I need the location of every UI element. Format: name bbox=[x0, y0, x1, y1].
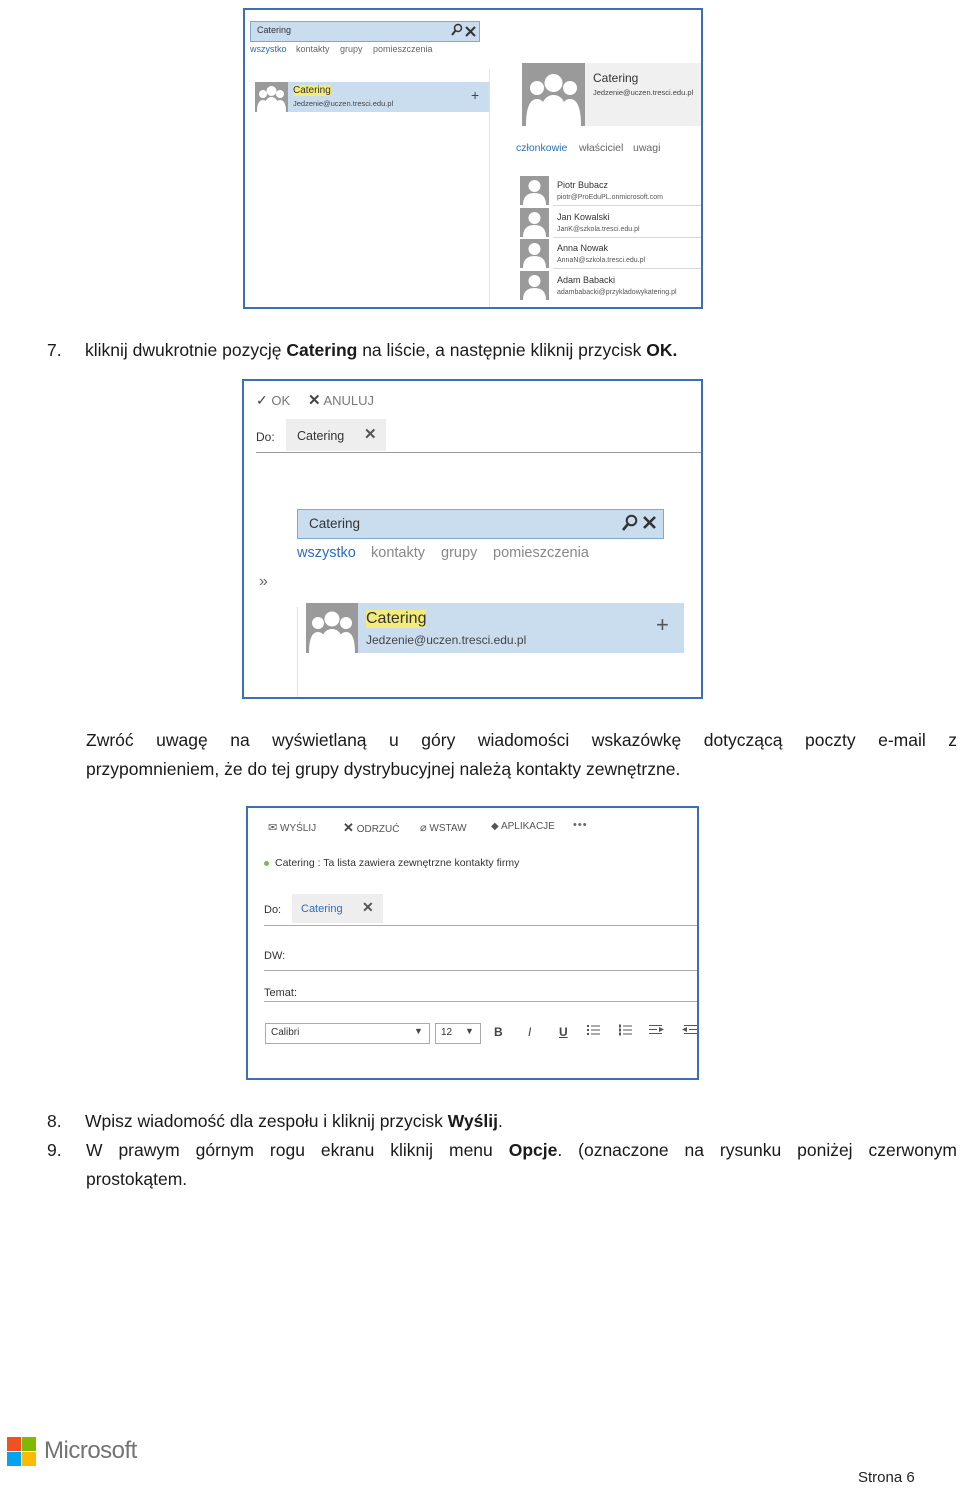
screenshot-new-message bbox=[246, 806, 699, 1080]
discard-button[interactable] bbox=[343, 820, 399, 836]
filter-all[interactable]: wszystko bbox=[250, 44, 287, 54]
member-row[interactable] bbox=[520, 238, 703, 269]
step-text: W prawym górnym rogu ekranu kliknij menu bbox=[86, 1140, 509, 1160]
font-size-value: 12 bbox=[441, 1027, 453, 1038]
cc-label[interactable]: DW: bbox=[264, 950, 286, 962]
screenshot-address-picker bbox=[242, 379, 703, 699]
step-9-line-1 bbox=[86, 1136, 957, 1165]
add-icon[interactable]: + bbox=[656, 612, 669, 637]
detail-header bbox=[522, 63, 703, 126]
member-list bbox=[520, 175, 703, 303]
apps-icon: ◆ bbox=[491, 821, 499, 832]
logo-square-red bbox=[7, 1437, 21, 1451]
apps-label: APLIKACJE bbox=[500, 821, 555, 832]
filter-rooms[interactable]: pomieszczenia bbox=[493, 545, 589, 561]
recipient-chip[interactable] bbox=[292, 894, 383, 923]
to-field-underline bbox=[256, 452, 703, 453]
remove-recipient-icon[interactable]: ✕ bbox=[362, 899, 374, 915]
member-row[interactable] bbox=[520, 207, 703, 238]
step-text: . bbox=[498, 1111, 503, 1131]
result-divider bbox=[297, 607, 298, 699]
recipient-chip[interactable] bbox=[286, 419, 386, 451]
step-7 bbox=[47, 336, 907, 365]
tab-members[interactable]: członkowie bbox=[516, 142, 568, 154]
send-label: WYŚLIJ bbox=[280, 823, 317, 834]
note-line-2: przypomnieniem, że do tej grupy dystrybucyjnej należą kontakty zewnętrzne. bbox=[86, 759, 681, 779]
close-icon: ✕ bbox=[343, 820, 354, 835]
to-label: Do: bbox=[256, 430, 275, 444]
close-icon[interactable] bbox=[642, 515, 657, 535]
close-icon: ✕ bbox=[308, 392, 321, 409]
note-line-1: Zwróć uwagę na wyświetlaną u góry wiadomości wskazówkę dotyczącą poczty e-mail z bbox=[86, 730, 957, 750]
member-email: AnnaN@szkola.tresci.edu.pl bbox=[557, 257, 646, 264]
bullet-list-icon[interactable] bbox=[587, 1023, 601, 1042]
insert-label: WSTAW bbox=[429, 823, 467, 834]
recipient-name: Catering bbox=[297, 429, 345, 443]
result-email: Jedzenie@uczen.tresci.edu.pl bbox=[293, 99, 394, 108]
member-row[interactable] bbox=[520, 175, 703, 206]
step-text: kliknij dwukrotnie pozycję bbox=[85, 340, 287, 360]
group-avatar bbox=[306, 603, 358, 653]
ok-label: OK bbox=[271, 393, 291, 408]
mail-tip-bullet-icon bbox=[264, 861, 269, 866]
member-name: Piotr Bubacz bbox=[557, 180, 609, 190]
detail-email: Jedzenie@uczen.tresci.edu.pl bbox=[593, 88, 694, 97]
paperclip-icon: ⌀ bbox=[420, 822, 427, 834]
group-avatar-large bbox=[522, 63, 585, 126]
to-field-underline bbox=[264, 925, 699, 926]
member-email: adambabacki@przykladowykatering.pl bbox=[557, 289, 677, 296]
search-box[interactable] bbox=[297, 509, 664, 539]
cancel-button[interactable] bbox=[308, 391, 374, 409]
step-bold: OK. bbox=[646, 340, 678, 360]
screenshot-people-search bbox=[243, 8, 703, 309]
filter-groups[interactable]: grupy bbox=[340, 44, 363, 54]
search-box[interactable] bbox=[250, 21, 480, 42]
check-icon: ✓ bbox=[256, 392, 268, 408]
step-text: Wpisz wiadomość dla zespołu i kliknij przycisk bbox=[85, 1111, 448, 1131]
page-number: Strona 6 bbox=[858, 1469, 915, 1486]
apps-button[interactable] bbox=[491, 821, 555, 832]
expand-button[interactable]: » bbox=[259, 573, 268, 590]
underline-button[interactable]: U bbox=[559, 1025, 568, 1039]
logo-square-blue bbox=[7, 1452, 21, 1466]
remove-recipient-icon[interactable]: ✕ bbox=[364, 426, 377, 443]
step-9-number: 9. bbox=[47, 1140, 62, 1160]
brand-name: Microsoft bbox=[44, 1437, 137, 1464]
step-text: na liście, a następnie kliknij przycisk bbox=[357, 340, 647, 360]
to-label: Do: bbox=[264, 904, 282, 916]
step-number: 8. bbox=[47, 1111, 62, 1131]
filter-contacts[interactable]: kontakty bbox=[296, 44, 330, 54]
member-row[interactable] bbox=[520, 270, 703, 301]
member-email: piotr@ProEduPL.onmicrosoft.com bbox=[557, 194, 663, 201]
dropdown-arrow-icon: ▼ bbox=[465, 1026, 474, 1036]
recipient-name: Catering bbox=[301, 903, 343, 915]
member-name: Anna Nowak bbox=[557, 243, 609, 253]
more-icon[interactable]: ••• bbox=[573, 819, 588, 831]
row-divider bbox=[553, 205, 703, 206]
discard-label: ODRZUĆ bbox=[356, 824, 400, 835]
person-avatar bbox=[520, 176, 549, 205]
cancel-label: ANULUJ bbox=[323, 393, 375, 408]
subject-label[interactable]: Temat: bbox=[264, 987, 298, 999]
filter-groups[interactable]: grupy bbox=[441, 545, 478, 561]
step-bold: Wyślij bbox=[447, 1111, 499, 1131]
row-divider bbox=[553, 268, 703, 269]
filter-contacts[interactable]: kontakty bbox=[371, 545, 425, 561]
add-icon[interactable]: + bbox=[471, 87, 480, 103]
tab-notes[interactable]: uwagi bbox=[633, 142, 661, 154]
logo-square-yellow bbox=[22, 1452, 36, 1466]
mail-tip: Catering : Ta lista zawiera zewnętrzne kontakty firmy bbox=[275, 857, 520, 869]
search-input[interactable]: Catering bbox=[309, 516, 361, 531]
search-result-row[interactable] bbox=[306, 603, 684, 653]
close-icon[interactable] bbox=[465, 24, 476, 42]
list-pane-divider bbox=[489, 70, 490, 309]
search-icon[interactable] bbox=[622, 514, 638, 537]
tab-owner[interactable]: właściciel bbox=[579, 142, 624, 154]
filter-all[interactable]: wszystko bbox=[297, 545, 356, 561]
bold-button[interactable]: B bbox=[494, 1025, 503, 1039]
font-name-value: Calibri bbox=[271, 1027, 300, 1038]
send-icon: ✉ bbox=[268, 822, 278, 834]
dropdown-arrow-icon: ▼ bbox=[414, 1026, 423, 1036]
cc-field-underline bbox=[264, 970, 699, 971]
person-avatar bbox=[520, 271, 549, 300]
result-name: Catering bbox=[293, 85, 331, 96]
member-email: JanK@szkola.tresci.edu.pl bbox=[557, 226, 640, 233]
result-name: Catering bbox=[366, 610, 427, 627]
font-size-select[interactable] bbox=[435, 1023, 481, 1044]
group-avatar bbox=[255, 82, 288, 112]
search-result-row[interactable] bbox=[255, 82, 489, 112]
person-avatar bbox=[520, 208, 549, 237]
search-icon[interactable] bbox=[451, 23, 463, 42]
filter-rooms[interactable]: pomieszczenia bbox=[373, 44, 433, 54]
font-name-select[interactable] bbox=[265, 1023, 430, 1044]
step-bold: Catering bbox=[286, 340, 358, 360]
logo-square-green bbox=[22, 1437, 36, 1451]
member-name: Adam Babacki bbox=[557, 275, 616, 285]
increase-indent-icon[interactable] bbox=[649, 1023, 665, 1042]
person-avatar bbox=[520, 239, 549, 268]
insert-button[interactable] bbox=[420, 821, 467, 834]
step-9-line-2: prostokątem. bbox=[86, 1169, 188, 1189]
subject-field-underline bbox=[264, 1001, 699, 1002]
ok-button[interactable] bbox=[256, 392, 290, 409]
detail-name: Catering bbox=[593, 71, 639, 85]
step-text: . (oznaczone na rysunku poniżej czerwonym bbox=[557, 1140, 957, 1160]
italic-button[interactable]: I bbox=[528, 1025, 532, 1039]
step-number: 7. bbox=[47, 340, 62, 360]
step-bold: Opcje bbox=[508, 1140, 558, 1160]
search-input[interactable]: Catering bbox=[257, 25, 292, 35]
numbered-list-icon[interactable] bbox=[619, 1023, 633, 1042]
step-8 bbox=[47, 1107, 927, 1136]
decrease-indent-icon[interactable] bbox=[681, 1023, 697, 1042]
microsoft-logo bbox=[7, 1437, 147, 1469]
member-name: Jan Kowalski bbox=[557, 212, 610, 222]
send-button[interactable] bbox=[268, 821, 316, 834]
result-email: Jedzenie@uczen.tresci.edu.pl bbox=[366, 633, 527, 647]
